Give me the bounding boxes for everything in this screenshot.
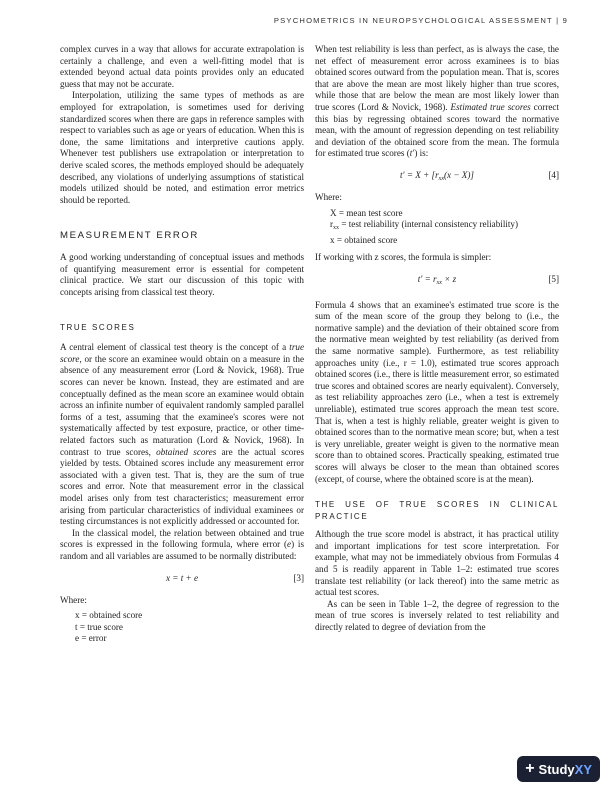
definition-obtained-score-right: x = obtained score	[330, 234, 398, 245]
heading-use-of-true-scores: THE USE OF TRUE SCORES IN CLINICAL PRACTICE	[315, 500, 559, 522]
definition-list-right	[315, 208, 559, 247]
running-header	[274, 16, 568, 25]
where-label-right: Where:	[315, 191, 342, 202]
left-column	[60, 44, 304, 645]
paragraph-extrapolation: complex curves in a way that allows for accurate extrapolation is certainly a challenge, and even a well-fitting model that is extended beyond actual data points provides only an educated guess that may not be accurate.	[60, 44, 304, 89]
paragraph-practical-utility: Although the true score model is abstract, it has practical utility and important implications for test score interpretation. For example, what may not be immediately obvious from Formulas 4 and 5 is readily apparent in Table 1–2: estimated true scores translate test reliability (or lack thereof) into the same metric as actual test scores.	[315, 529, 559, 598]
term-true-score: true score	[60, 342, 304, 364]
badge-text-xy: XY	[574, 761, 592, 777]
equation-3	[60, 573, 304, 587]
term-obtained-scores: obtained scores	[156, 446, 217, 457]
equation-4-number: [4]	[548, 169, 559, 180]
heading-measurement-error: MEASUREMENT ERROR	[60, 230, 199, 242]
header-separator: |	[556, 16, 560, 25]
paragraph-reliability-bias: When test reliability is less than perfect, as is always the case, the net effect of measurement error across examinees is to bias obtained scores outward from the population mean. That is, scores that are above the mean are most likely higher than true scores, while those that are below the mean are most likely lower than true scores (Lord & Novick, 1968). Estimated true scores correct this bias by regressing obtained scores toward the normative mean, with the amount of regression depending on test reliability and deviation of the obtained score from the mean. The formula for estimated true scores (t′) is:	[315, 44, 560, 159]
paragraph-formula-4-explained: Formula 4 shows that an examinee's estimated true score is the sum of the mean score of the group they belong to (i.e., the normative sample) and the deviation of their obtained score from the normative mean weighted by test reliability (as derived from the same normative sample). Furthermore, as test reliability approaches unity (i.e., r = 1.0), estimated true scores approach obtained scores (i.e., there is little measurement error, so estimated true scores and obtained scores are nearly equivalent). Conversely, as test reliability approaches zero (i.e., when a test is extremely unreliable), estimated true scores approach the mean test score. That is, when a test is highly reliable, greater weight is given to obtained scores than to the normative mean score; but, when a test is very unreliable, greater weight is given to the normative mean score than to obtained scores. Practically speaking, estimated true scores will always be closer to the mean than obtained scores (except, of course, where the obtained score is at the mean).	[315, 299, 559, 484]
running-title: PSYCHOMETRICS IN NEUROPSYCHOLOGICAL ASSESSMENT	[273, 16, 553, 25]
equation-3-body: x = t + e	[165, 572, 199, 583]
equation-5	[315, 274, 559, 288]
studyxy-badge[interactable]	[517, 756, 600, 782]
equation-3-number: [3]	[293, 572, 304, 583]
definition-list	[60, 610, 304, 645]
where-label: Where:	[60, 594, 87, 605]
paragraph-z-scores: If working with z scores, the formula is simpler:	[315, 252, 492, 263]
definition-obtained-score: x = obtained score	[75, 610, 143, 621]
paragraph-true-score-concept: A central element of classical test theory is the concept of a true score, or the score an examinee would obtain on a measure in the absence of any measurement error (Lord & Novick, 1968). True scores can never be known. Instead, they are estimated and are conceptually defined as the mean score an examinee would obtain across an infinite number of equivalent randomly sampled parallel forms of a test, assuming that the examinee's scores were not systematically affected by test exposure, practice, or other time-related factors such as maturation (Lord & Novick, 1968). In contrast to true scores, obtained scores are the actual scores yielded by tests. Obtained scores include any measurement error associated with a given test. That is, they are the sum of true scores and error. Note that measurement error in the classical model arises only from test characteristics; measurement error arising from particular characteristics of individual examinees or testing circumstances is not explicitly addressed or accounted for.	[60, 342, 305, 527]
page-number: 9	[562, 16, 568, 25]
plus-icon: +	[525, 760, 535, 777]
badge-text-study: Study	[538, 761, 575, 777]
equation-4-body: $t' = X + [r_{xx}(x - X)]$	[400, 169, 474, 182]
definition-reliability: $r_{xx}$ = test reliability (internal consistency reliability)	[330, 219, 519, 232]
right-column	[315, 44, 559, 633]
term-estimated-true-scores: Estimated true scores	[450, 101, 531, 112]
paragraph-regression-to-mean: As can be seen in Table 1–2, the degree of regression to the mean of true scores is inversely related to test reliability and directly related to degree of deviation from the	[315, 598, 559, 632]
definition-error: e = error	[75, 633, 107, 644]
equation-4	[315, 170, 559, 184]
definition-true-score: t = true score	[75, 621, 123, 632]
heading-true-scores: TRUE SCORES	[60, 323, 136, 333]
equation-5-number: [5]	[548, 273, 559, 284]
definition-mean-test-score: X = mean test score	[330, 207, 403, 218]
paragraph-interpolation: Interpolation, utilizing the same types of methods as are employed for extrapolation, is sometimes used for deriving standardized scores when there are gaps in reference samples with respect to variables such as age or years of education. When this is done, the same limitations and interpretive cautions apply. Whenever test publishers use extrapolation or interpretation to derive scaled scores, the methods employed should be adequately described, any violations of underlying assumptions of statistical models utilized should be noted, and estimation error metrics should be reported.	[60, 90, 304, 205]
paragraph-measurement-intro: A good working understanding of conceptual issues and methods of quantifying measurement error is essential for competent clinical practice. We start our discussion of this topic with concepts arising from classical test theory.	[60, 251, 304, 297]
paragraph-classical-model: In the classical model, the relation between obtained and true scores is expressed in the following formula, where error (e) is random and all variables are assumed to be normally distributed:	[60, 527, 305, 561]
equation-5-body: $t' = r_{xx} \times z$	[417, 273, 457, 286]
